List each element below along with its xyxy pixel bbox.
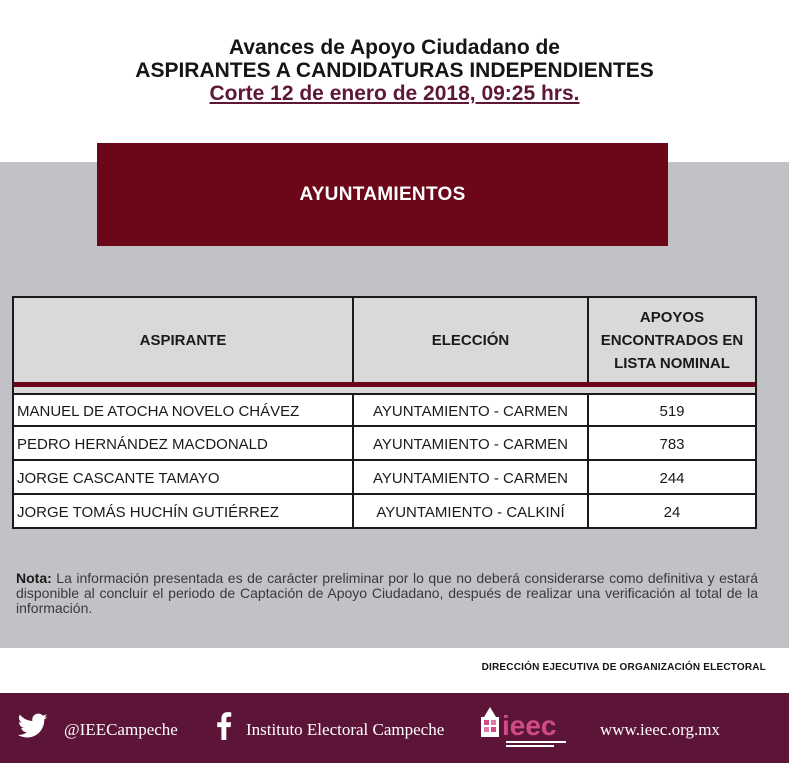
header-apoyos bbox=[589, 298, 755, 382]
section-title: AYUNTAMIENTOS bbox=[299, 183, 466, 205]
table-row bbox=[12, 495, 757, 529]
cutoff-date-line: Corte 12 de enero de 2018, 09:25 hrs. bbox=[209, 82, 580, 105]
cell-aspirante: JORGE CASCANTE TAMAYO bbox=[14, 461, 354, 493]
twitter-icon[interactable] bbox=[18, 713, 48, 739]
ieec-logo bbox=[478, 703, 574, 753]
website-link[interactable]: www.ieec.org.mx bbox=[600, 720, 720, 739]
cell-eleccion: AYUNTAMIENTO - CALKINÍ bbox=[354, 495, 589, 527]
cell-apoyos: 519 bbox=[659, 402, 685, 420]
cell-eleccion: AYUNTAMIENTO - CARMEN bbox=[354, 427, 589, 459]
title-line-2: ASPIRANTES A CANDIDATURAS INDEPENDIENTES bbox=[135, 59, 654, 82]
header bbox=[0, 0, 789, 162]
header-apoyos-line-1: APOYOS bbox=[639, 308, 705, 326]
facebook-icon[interactable] bbox=[213, 712, 235, 740]
header-aspirante: ASPIRANTE bbox=[14, 298, 354, 382]
cell-aspirante: PEDRO HERNÁNDEZ MACDONALD bbox=[14, 427, 354, 459]
title-line-1: Avances de Apoyo Ciudadano de bbox=[228, 36, 560, 59]
cell-eleccion: AYUNTAMIENTO - CARMEN bbox=[354, 461, 589, 493]
cell-apoyos: 783 bbox=[659, 435, 685, 453]
disclaimer-note bbox=[16, 571, 758, 616]
note-label: Nota: bbox=[16, 570, 52, 586]
note-text: La información presentada es de carácter preliminar por lo que no deberá considerarse como definitiva y estará disponible al concluir el periodo de Captación de Apoyo Ciudadano, después de realizar una verificación al total de la información. bbox=[16, 570, 759, 616]
table-row bbox=[12, 461, 757, 495]
cell-aspirante: MANUEL DE ATOCHA NOVELO CHÁVEZ bbox=[14, 395, 354, 425]
results-table bbox=[12, 296, 757, 529]
direccion-label: DIRECCIÓN EJECUTIVA DE ORGANIZACIÓN ELECTORAL bbox=[481, 662, 766, 673]
cell-apoyos: 244 bbox=[659, 469, 685, 487]
header-eleccion: ELECCIÓN bbox=[354, 298, 589, 382]
table-row bbox=[12, 427, 757, 461]
section-banner bbox=[97, 143, 668, 246]
svg-text:ieec: ieec bbox=[502, 710, 557, 741]
cell-aspirante: JORGE TOMÁS HUCHÍN GUTIÉRREZ bbox=[14, 495, 354, 527]
facebook-page[interactable]: Instituto Electoral Campeche bbox=[246, 720, 445, 739]
cell-apoyos: 24 bbox=[663, 503, 681, 521]
header-apoyos-line-3: LISTA NOMINAL bbox=[614, 354, 730, 372]
header-apoyos-line-2: ENCONTRADOS EN bbox=[600, 331, 744, 349]
cell-eleccion: AYUNTAMIENTO - CARMEN bbox=[354, 395, 589, 425]
table-header bbox=[12, 296, 757, 382]
twitter-handle[interactable]: @IEECampeche bbox=[64, 720, 178, 739]
footer bbox=[0, 693, 789, 763]
table-row bbox=[12, 393, 757, 427]
